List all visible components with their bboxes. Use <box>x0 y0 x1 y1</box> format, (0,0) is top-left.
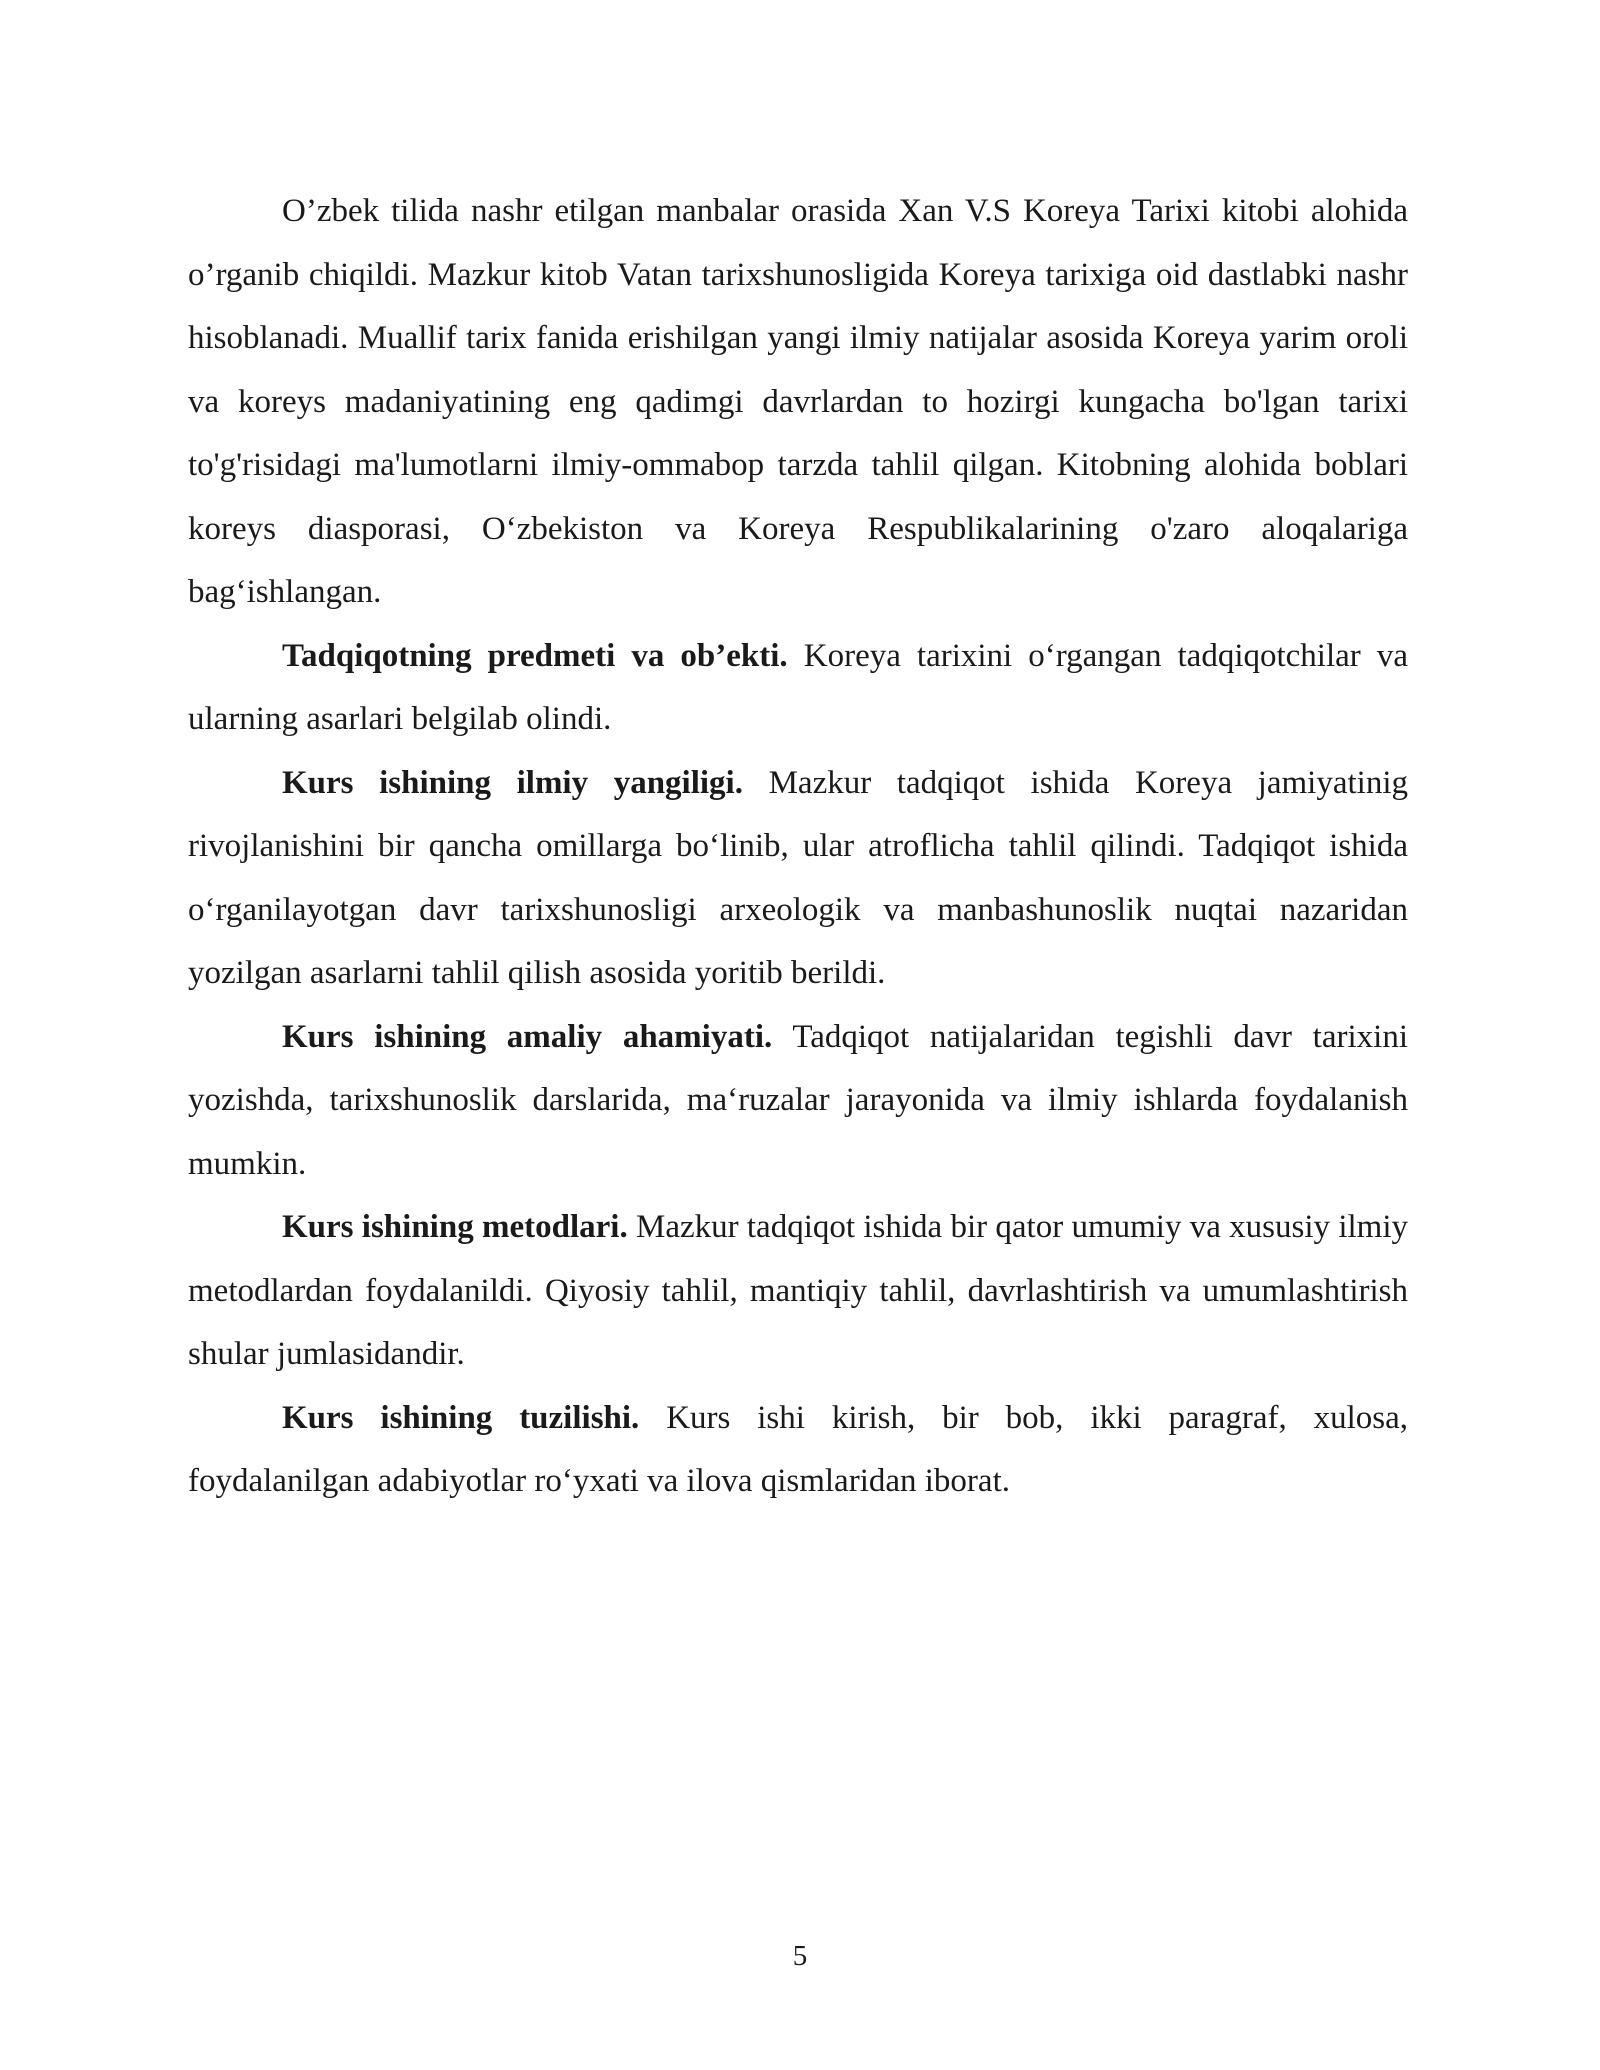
paragraph-heading: Tadqiqotning predmeti va ob’ekti. <box>282 637 788 674</box>
paragraph-text: Mazkur tadqiqot ishida Koreya jamiyatinig rivojlanishini bir qancha omillarga bo‘linib, ular atroflicha tahlil qilindi. Tadqiqot ishida o‘rganilayotgan davr tarixshunosligi arxeologik va manbashunoslik nuqtai nazaridan yozilgan asarlarni tahlil qilish asosida yoritib berildi. <box>188 764 1408 991</box>
paragraph-text: Koreya tarixini o‘rgangan tadqiqotchilar va ularning asarlari belgilab olindi. <box>188 637 1408 737</box>
document-page <box>188 180 1408 1514</box>
paragraph-structure <box>188 1387 1408 1514</box>
page-number: 5 <box>792 1940 808 1972</box>
paragraph-methods <box>188 1196 1408 1387</box>
paragraph-heading: Kurs ishining ilmiy yangiligi. <box>282 764 743 801</box>
paragraph-text: O’zbek tilida nashr etilgan manbalar orasida Xan V.S Koreya Tarixi kitobi alohida o’rganib chiqildi. Mazkur kitob Vatan tarixshunosligida Koreya tarixiga oid dastlabki nashr hisoblanadi. Muallif tarix fanida erishilgan yangi ilmiy natijalar asosida Koreya yarim oroli va koreys madaniyatining eng qadimgi davrlardan to hozirgi kungacha bo'lgan tarixi to'g'risidagi ma'lumotlarni ilmiy-ommabop tarzda tahlil qilgan. Kitobning alohida boblari koreys diasporasi, O‘zbekiston va Koreya Respublikalarining o'zaro aloqalariga bag‘ishlangan. <box>188 193 1408 610</box>
paragraph-heading: Kurs ishining amaliy ahamiyati. <box>282 1018 773 1055</box>
paragraph-scientific-novelty <box>188 752 1408 1006</box>
paragraph-heading: Kurs ishining tuzilishi. <box>282 1399 640 1436</box>
paragraph-text: Tadqiqot natijalaridan tegishli davr tarixini yozishda, tarixshunoslik darslarida, ma‘ruzalar jarayonida va ilmiy ishlarda foydalanish mumkin. <box>188 1018 1408 1182</box>
paragraph-practical-significance <box>188 1006 1408 1197</box>
paragraph-subject-object <box>188 625 1408 752</box>
paragraph-text: Mazkur tadqiqot ishida bir qator umumiy va xususiy ilmiy metodlardan foydalanildi. Qiyosiy tahlil, mantiqiy tahlil, davrlashtirish va umumlashtirish shular jumlasidandir. <box>188 1209 1408 1372</box>
paragraph-sources <box>188 180 1408 625</box>
paragraph-text: Kurs ishi kirish, bir bob, ikki paragraf, xulosa, foydalanilgan adabiyotlar ro‘yxati va ilova qismlaridan iborat. <box>188 1399 1408 1499</box>
paragraph-heading: Kurs ishining metodlari. <box>282 1209 628 1245</box>
